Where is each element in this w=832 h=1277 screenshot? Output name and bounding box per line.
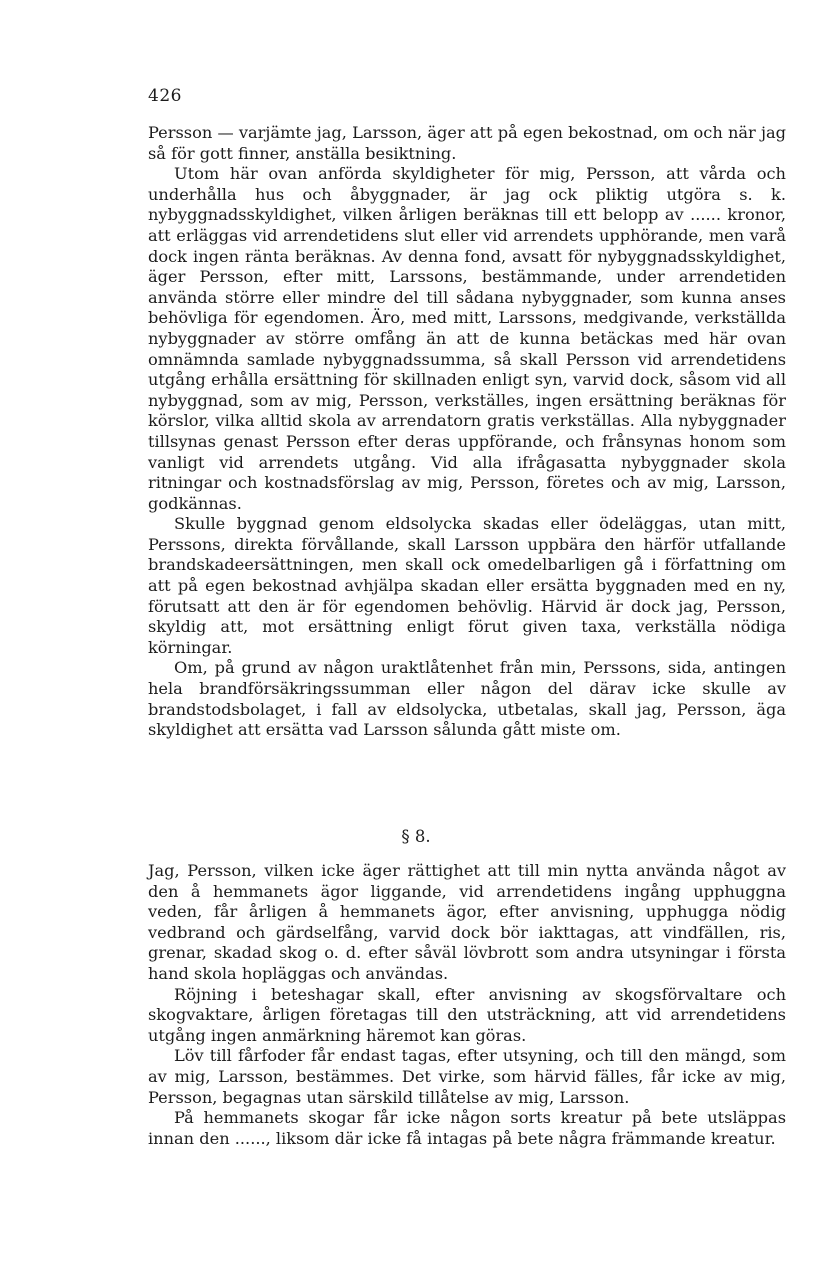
paragraph: Skulle byggnad genom eldsolycka skadas eller ödeläggas, utan mitt, Perssons, direkta förvållande, skall Larsson uppbära den härför utfallande brandskadeersättningen, men skall ock omedelbarligen gå i författning om att på egen bekostnad avhjälpa skadan eller ersätta byggnaden med en ny, förutsatt att den är för egendomen behövlig. Härvid är dock jag, Persson, skyldig att, mot ersättning enligt förut given taxa, verkställa nödiga körningar.: [148, 514, 786, 657]
page-number: 426: [148, 86, 182, 106]
paragraph: På hemmanets skogar får icke någon sorts kreatur på bete utsläppas innan den ......, liksom där icke få intagas på bete några främmande kreatur.: [148, 1108, 786, 1148]
paragraph: Löv till fårfoder får endast tagas, efter utsyning, och till den mängd, som av mig, Larsson, bestämmes. Det virke, som härvid fälles, får icke av mig, Persson, begagnas utan särskild tillåtelse av mig, Larsson.: [148, 1046, 786, 1107]
paragraph: Utom här ovan anförda skyldigheter för mig, Persson, att vårda och underhålla hus och åbyggnader, är jag ock pliktig utgöra s. k. nybyggnadsskyldighet, vilken årligen beräknas till ett belopp av ...... kronor, att erläggas vid arrendetidens slut eller vid arrendets upphörande, men varå dock ingen ränta beräknas. Av denna fond, avsatt för nybyggnadsskyldighet, äger Persson, efter mitt, Larssons, bestämmande, under arrendetiden använda större eller mindre del till sådana nybyggnader, som kunna anses behövliga för egendomen. Äro, med mitt, Larssons, medgivande, verkställda nybyggnader av större omfång än att de kunna betäckas med här ovan omnämnda samlade nybyggnadssumma, så skall Persson vid arrendetidens utgång erhålla ersättning för skillnaden enligt syn, varvid dock, såsom vid all nybyggnad, som av mig, Persson, verkställes, ingen ersättning beräknas för körslor, vilka alltid skola av arrendatorn gratis verkställas. Alla nybyggnader tillsynas genast Persson efter deras uppförande, och frånsynas honom som vanligt vid arrendets utgång. Vid alla ifrågasatta nybyggnader skola ritningar och kostnadsförslag av mig, Persson, företes och av mig, Larsson, godkännas.: [148, 164, 786, 513]
paragraph: Röjning i beteshagar skall, efter anvisning av skogsförvaltare och skogvaktare, årligen företagas till den utsträckning, att vid arrendetidens utgång ingen anmärkning häremot kan göras.: [148, 984, 786, 1045]
text-block-top: [148, 123, 786, 741]
paragraph: Jag, Persson, vilken icke äger rättighet att till min nytta använda något av den å hemmanets ägor liggande, vid arrendetidens ingång upphuggna veden, får årligen å hemmanets ägor, efter anvisning, upphugga nödig vedbrand och gärdselfång, varvid dock bör iakttagas, att vindfällen, ris, grenar, skadad skog o. d. efter såväl lövbrott som andra utsyningar i första hand skola hopläggas och användas.: [148, 861, 786, 983]
text-block-bottom: [148, 861, 786, 1149]
paragraph: Persson — varjämte jag, Larsson, äger att på egen bekostnad, om och när jag så för gott finner, anställa besiktning.: [148, 123, 786, 163]
paragraph: Om, på grund av någon uraktlåtenhet från min, Perssons, sida, antingen hela brandförsäkringssumman eller någon del därav icke skulle av brandstodsbolaget, i fall av eldsolycka, utbetalas, skall jag, Persson, äga skyldighet att ersätta vad Larsson sålunda gått miste om.: [148, 658, 786, 740]
section-heading: § 8.: [401, 827, 431, 846]
